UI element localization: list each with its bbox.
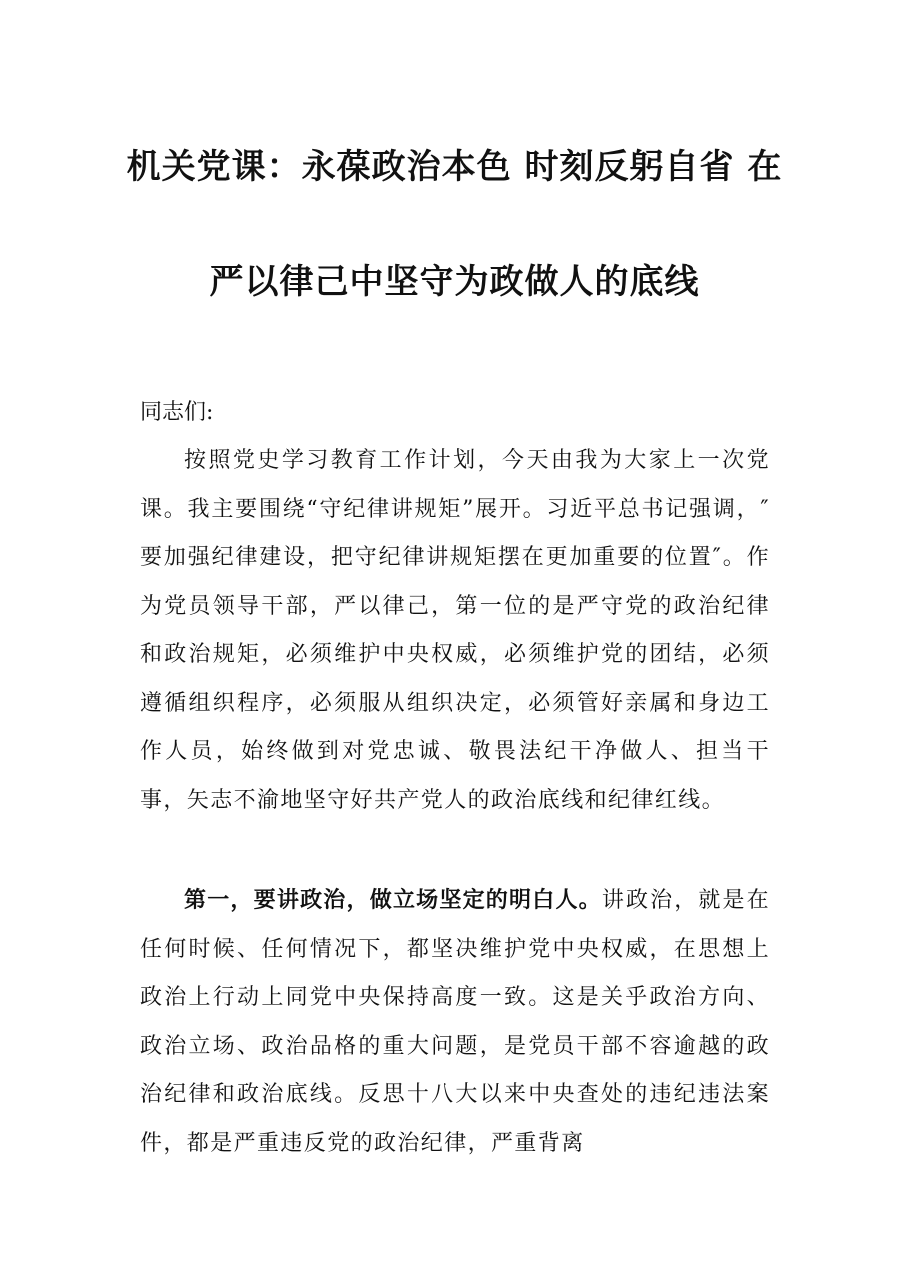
body-paragraph-1: 按照党史学习教育工作计划，今天由我为大家上一次党课。我主要围绕“守纪律讲规矩”展开。习近平总书记强调，″要加强纪律建设，把守纪律讲规矩摆在更加重要的位置″。作为党员领导干部，严以律己，第一位的是严守党的政治纪律和政治规矩，必须维护中央权威，必须维护党的团结，必须遵循组织程序，必须服从组织决定，必须管好亲属和身边工作人员，始终做到对党忠诚、敬畏法纪干净做人、担当干事，矢志不渝地坚守好共产党人的政治底线和纪律红线。 bbox=[140, 448, 770, 813]
body-paragraph-2 bbox=[140, 877, 770, 1168]
salutation: 同志们: bbox=[140, 400, 214, 425]
document-title-line-1: 机关党课：永葆政治本色 时刻反躬自省 在 bbox=[126, 147, 783, 187]
paragraph-2-body: 讲政治，就是在任何时候、任何情况下，都坚决维护党中央权威，在思想上政治上行动上同党中央保持高度一致。这是关乎政治方向、政治立场、政治品格的重大问题，是党员干部不容逾越的政治纪律和政治底线。反思十八大以来中央查处的违纪违法案件，都是严重违反党的政治纪律，严重背离 bbox=[140, 888, 770, 1156]
paragraph-2-lead-heading: 第一，要讲政治，做立场坚定的明白人。 bbox=[184, 888, 602, 913]
document-title-line-2: 严以律己中坚守为政做人的底线 bbox=[209, 262, 700, 302]
